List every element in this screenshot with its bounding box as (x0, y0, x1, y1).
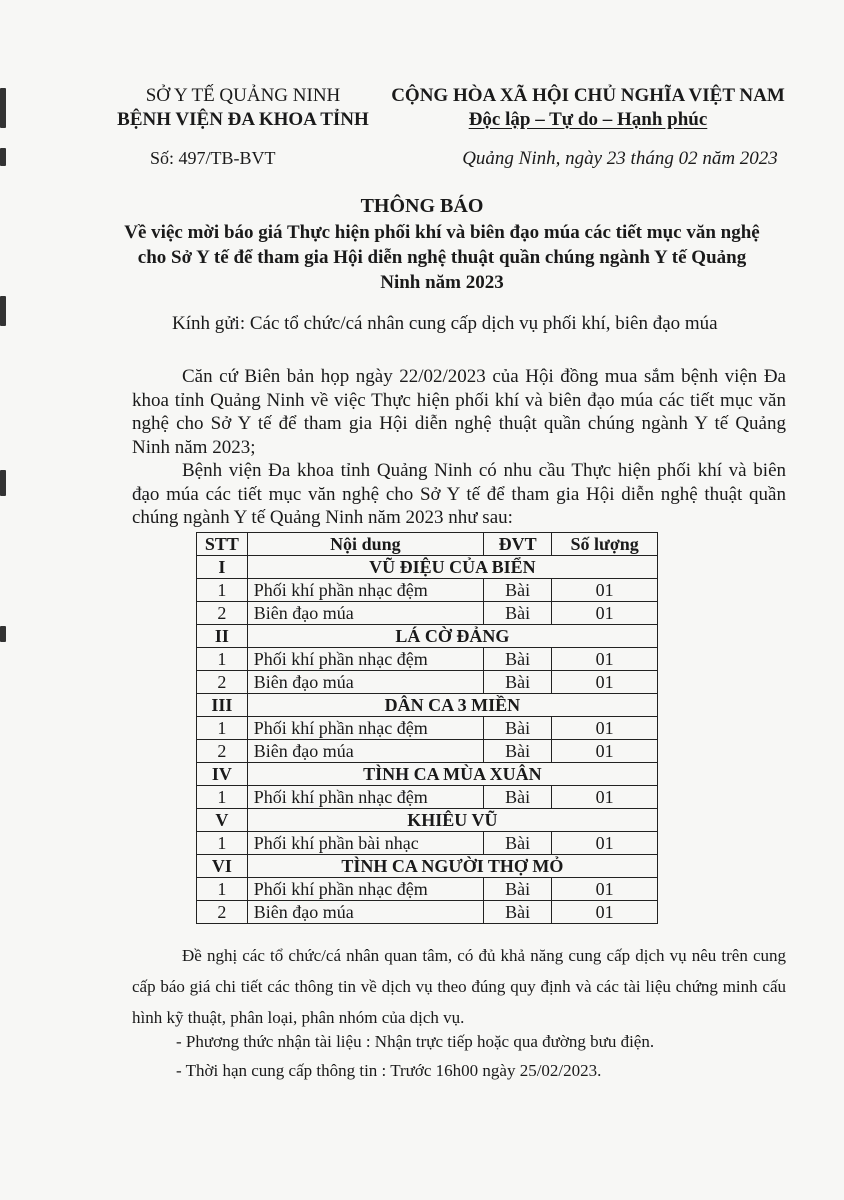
row-content: Phối khí phần bài nhạc (247, 832, 483, 855)
row-content: Phối khí phần nhạc đệm (247, 579, 483, 602)
row-stt: 1 (197, 832, 248, 855)
row-stt: 2 (197, 901, 248, 924)
section-number: III (197, 694, 248, 717)
table-row (197, 740, 658, 763)
bullet-method: - Phương thức nhận tài liệu : Nhận trực tiếp hoặc qua đường bưu điện. (176, 1032, 655, 1051)
row-quantity: 01 (552, 878, 658, 901)
header-content: Nội dung (247, 533, 483, 556)
section-name: LÁ CỜ ĐẢNG (247, 625, 657, 648)
row-stt: 1 (197, 579, 248, 602)
unit-name: BỆNH VIỆN ĐA KHOA TỈNH (117, 109, 369, 130)
row-unit: Bài (483, 832, 551, 855)
section-number: VI (197, 855, 248, 878)
row-unit: Bài (483, 579, 551, 602)
section-number: II (197, 625, 248, 648)
row-quantity: 01 (552, 671, 658, 694)
row-stt: 1 (197, 648, 248, 671)
row-content: Biên đạo múa (247, 671, 483, 694)
row-unit: Bài (483, 901, 551, 924)
document-title: THÔNG BÁO (360, 195, 484, 217)
scan-edge-mark (0, 626, 6, 642)
national-header (380, 84, 796, 132)
row-content: Phối khí phần nhạc đệm (247, 786, 483, 809)
row-quantity: 01 (552, 901, 658, 924)
row-unit: Bài (483, 878, 551, 901)
scan-edge-mark (0, 470, 6, 496)
row-quantity: 01 (552, 717, 658, 740)
row-unit: Bài (483, 671, 551, 694)
row-content: Phối khí phần nhạc đệm (247, 717, 483, 740)
header-stt: STT (197, 533, 248, 556)
recipient-line: Kính gửi: Các tổ chức/cá nhân cung cấp dịch vụ phối khí, biên đạo múa (172, 313, 718, 334)
row-quantity: 01 (552, 740, 658, 763)
header-quantity: Số lượng (552, 533, 658, 556)
table-row (197, 671, 658, 694)
agency-name: SỞ Y TẾ QUẢNG NINH (145, 85, 341, 106)
table-row (197, 832, 658, 855)
row-content: Biên đạo múa (247, 740, 483, 763)
table-row (197, 648, 658, 671)
section-name: TÌNH CA NGƯỜI THỢ MỎ (247, 855, 657, 878)
table-row (197, 717, 658, 740)
table-row (197, 579, 658, 602)
section-row (197, 556, 658, 579)
national-motto: Độc lập – Tự do – Hạnh phúc (468, 109, 708, 130)
row-stt: 1 (197, 717, 248, 740)
row-quantity: 01 (552, 832, 658, 855)
row-quantity: 01 (552, 648, 658, 671)
section-number: I (197, 556, 248, 579)
section-number: V (197, 809, 248, 832)
paragraph-request (132, 940, 786, 1033)
header-unit: ĐVT (483, 533, 551, 556)
section-name: DÂN CA 3 MIỀN (247, 694, 657, 717)
row-unit: Bài (483, 717, 551, 740)
row-unit: Bài (483, 602, 551, 625)
country-name: CỘNG HÒA XÃ HỘI CHỦ NGHĨA VIỆT NAM (391, 85, 785, 106)
section-row (197, 855, 658, 878)
paragraph-basis (132, 365, 786, 459)
row-unit: Bài (483, 648, 551, 671)
row-quantity: 01 (552, 579, 658, 602)
section-name: TÌNH CA MÙA XUÂN (247, 763, 657, 786)
document-subject: Về việc mời báo giá Thực hiện phối khí và biên đạo múa các tiết mục văn nghệ cho Sở Y tế để tham gia Hội diễn nghệ thuật quần chúng ngành Y tế Quảng Ninh năm 2023 (124, 222, 760, 293)
paragraph-text: Căn cứ Biên bản họp ngày 22/02/2023 của Hội đồng mua sắm bệnh viện Đa khoa tỉnh Quảng Ninh về việc Thực hiện phối khí và biên đạo múa các tiết mục văn nghệ cho Sở Y tế để tham gia Hội diễn nghệ thuật quần chúng ngành Y tế Quảng Ninh năm 2023; (132, 366, 786, 458)
section-row (197, 694, 658, 717)
paragraph-text: Đề nghị các tổ chức/cá nhân quan tâm, có đủ khả năng cung cấp dịch vụ nêu trên cung cấp báo giá chi tiết các thông tin về dịch vụ theo đúng quy định và các tài liệu chứng minh cấu hình kỹ thuật, phân loại, phân nhóm của dịch vụ. (132, 946, 786, 1027)
section-row (197, 763, 658, 786)
section-number: IV (197, 763, 248, 786)
table-row (197, 786, 658, 809)
row-unit: Bài (483, 740, 551, 763)
document-number: Số: 497/TB-BVT (150, 148, 276, 168)
table-row (197, 878, 658, 901)
paragraph-text: Bệnh viện Đa khoa tỉnh Quảng Ninh có nhu cầu Thực hiện phối khí và biên đạo múa các tiết mục văn nghệ cho Sở Y tế để tham gia Hội diễn nghệ thuật quần chúng ngành Y tế Quảng Ninh năm 2023 như sau: (132, 460, 786, 528)
agency-header (98, 84, 388, 132)
row-stt: 2 (197, 602, 248, 625)
section-name: VŨ ĐIỆU CỦA BIỂN (247, 556, 657, 579)
row-content: Biên đạo múa (247, 901, 483, 924)
table-row (197, 602, 658, 625)
bullet-deadline: - Thời hạn cung cấp thông tin : Trước 16h00 ngày 25/02/2023. (176, 1061, 602, 1080)
row-stt: 1 (197, 878, 248, 901)
document-date: Quảng Ninh, ngày 23 tháng 02 năm 2023 (462, 148, 778, 169)
scan-edge-mark (0, 88, 6, 128)
row-quantity: 01 (552, 602, 658, 625)
section-row (197, 809, 658, 832)
scan-edge-mark (0, 296, 6, 326)
row-quantity: 01 (552, 786, 658, 809)
section-name: KHIÊU VŨ (247, 809, 657, 832)
paragraph-need (132, 459, 786, 530)
row-stt: 1 (197, 786, 248, 809)
scan-edge-mark (0, 148, 6, 166)
section-row (197, 625, 658, 648)
row-unit: Bài (483, 786, 551, 809)
row-stt: 2 (197, 740, 248, 763)
table-header-row (197, 533, 658, 556)
service-table (196, 532, 658, 924)
row-content: Phối khí phần nhạc đệm (247, 878, 483, 901)
table-row (197, 901, 658, 924)
row-stt: 2 (197, 671, 248, 694)
row-content: Biên đạo múa (247, 602, 483, 625)
row-content: Phối khí phần nhạc đệm (247, 648, 483, 671)
